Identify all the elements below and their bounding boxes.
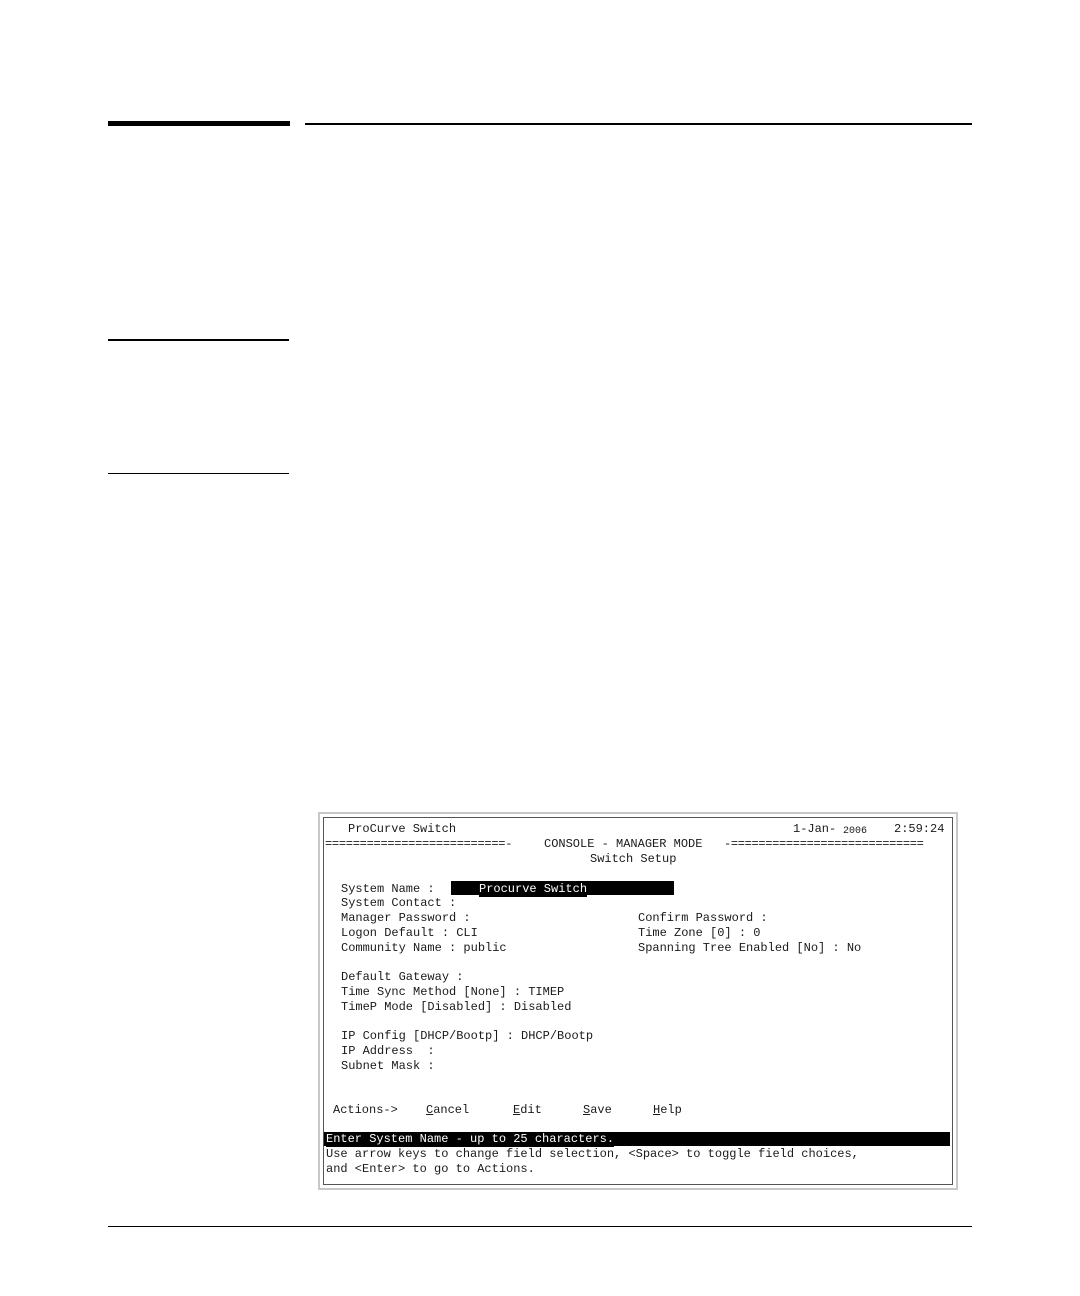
console-date: 1-Jan- bbox=[793, 822, 837, 836]
console-year: 2006 bbox=[843, 826, 868, 837]
subnet-mask-label: Subnet Mask : bbox=[341, 1059, 435, 1073]
console-time: 2:59:24 bbox=[894, 822, 945, 836]
help-line-1: Use arrow keys to change field selection, <Space> to toggle field choices, bbox=[326, 1147, 859, 1161]
edit-label: dit bbox=[520, 1103, 542, 1117]
cancel-action[interactable] bbox=[426, 1103, 469, 1118]
cancel-hotkey: C bbox=[426, 1103, 434, 1117]
help-action[interactable] bbox=[653, 1103, 682, 1118]
console-banner-mode: CONSOLE - MANAGER MODE bbox=[544, 837, 703, 851]
section-rule bbox=[108, 473, 289, 474]
system-name-label: System Name : bbox=[341, 882, 435, 896]
edit-action[interactable] bbox=[513, 1103, 542, 1118]
actions-label: Actions-> bbox=[333, 1103, 398, 1117]
header-rule-thick bbox=[108, 121, 290, 126]
save-label: ave bbox=[590, 1103, 612, 1117]
timep-mode-field[interactable]: TimeP Mode [Disabled] : Disabled bbox=[341, 1000, 572, 1014]
save-action[interactable] bbox=[583, 1103, 612, 1118]
time-sync-method-field[interactable]: Time Sync Method [None] : TIMEP bbox=[341, 985, 565, 999]
help-hotkey: H bbox=[653, 1103, 661, 1117]
status-line: Enter System Name - up to 25 characters. bbox=[326, 1132, 615, 1146]
help-line-2: and <Enter> to go to Actions. bbox=[326, 1162, 535, 1176]
console-banner-left: ==========================- bbox=[325, 837, 513, 851]
logon-default-field[interactable]: Logon Default : CLI bbox=[341, 926, 478, 940]
system-name-value[interactable]: Procurve Switch bbox=[479, 882, 588, 896]
footer-rule bbox=[108, 1226, 972, 1227]
spanning-tree-field[interactable]: Spanning Tree Enabled [No] : No bbox=[638, 941, 862, 955]
edit-hotkey: E bbox=[513, 1103, 521, 1117]
cancel-label: ancel bbox=[433, 1103, 470, 1117]
console-title: ProCurve Switch bbox=[348, 822, 457, 836]
help-label: elp bbox=[660, 1103, 682, 1117]
ip-config-field[interactable]: IP Config [DHCP/Bootp] : DHCP/Bootp bbox=[341, 1029, 594, 1043]
manager-password-label: Manager Password : bbox=[341, 911, 471, 925]
confirm-password-label: Confirm Password : bbox=[638, 911, 768, 925]
console-banner-right: -============================ bbox=[724, 837, 924, 851]
screen-title: Switch Setup bbox=[590, 852, 677, 866]
section-rule bbox=[108, 339, 289, 341]
header-rule bbox=[305, 123, 972, 125]
ip-address-label: IP Address : bbox=[341, 1044, 435, 1058]
system-contact-label: System Contact : bbox=[341, 896, 457, 910]
time-zone-field[interactable]: Time Zone [0] : 0 bbox=[638, 926, 761, 940]
default-gateway-label: Default Gateway : bbox=[341, 970, 464, 984]
community-name-field[interactable]: Community Name : public bbox=[341, 941, 507, 955]
save-hotkey: S bbox=[583, 1103, 591, 1117]
